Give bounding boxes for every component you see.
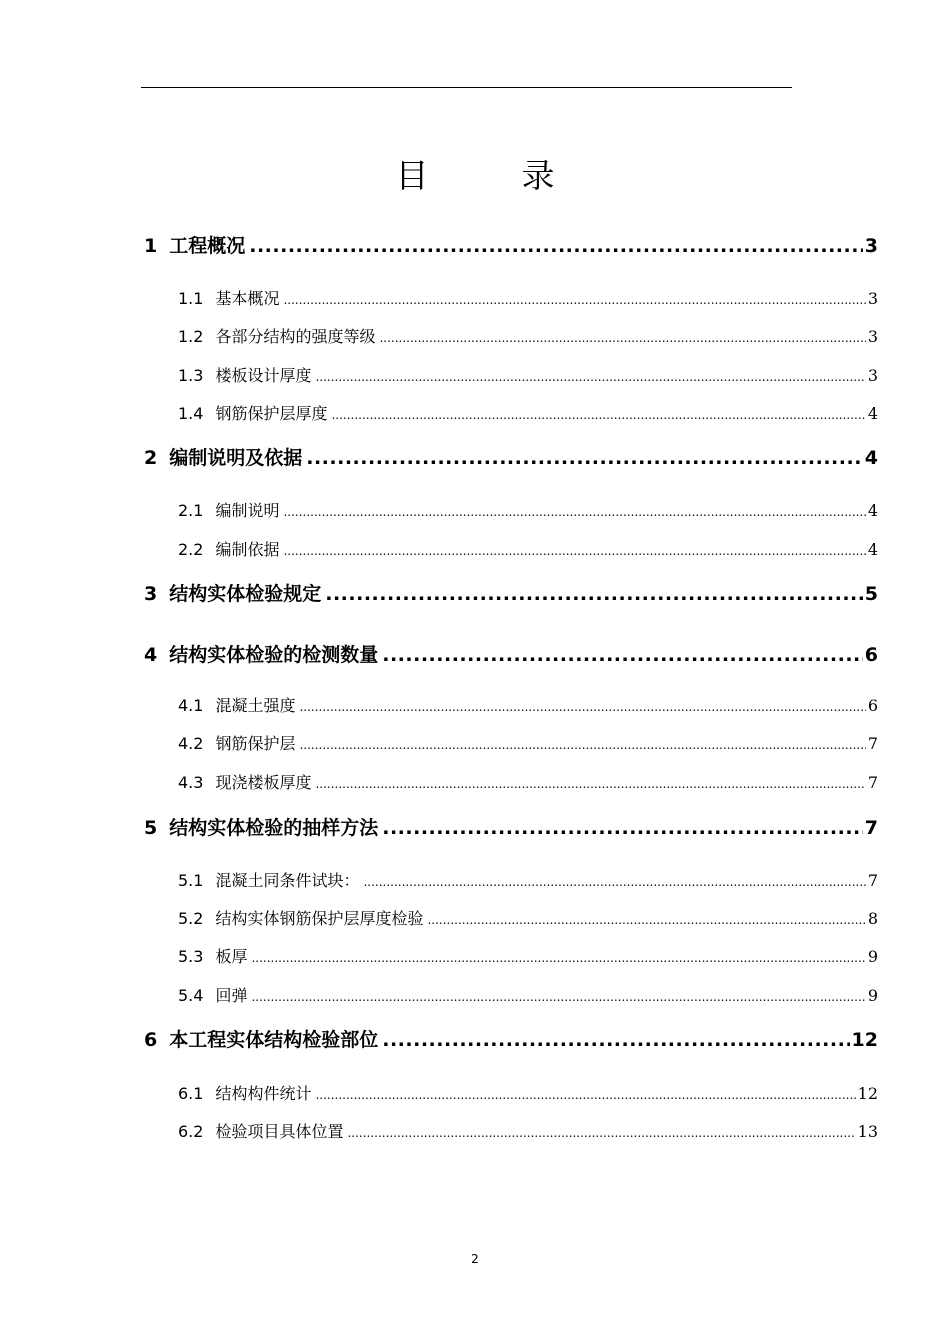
toc-entry-4-3[interactable] — [178, 771, 878, 796]
toc-entry-4-1[interactable] — [178, 694, 878, 719]
toc-entry-page: 3 — [867, 366, 878, 385]
toc-entry-label: 基本概况 — [215, 289, 280, 308]
toc-entry-number: 5 — [144, 817, 158, 839]
toc-entry-page: 12 — [857, 1084, 878, 1103]
toc-entry-1-2[interactable] — [178, 325, 878, 350]
dot-leader — [251, 984, 865, 1009]
toc-entry-page: 12 — [851, 1029, 878, 1051]
toc-entry-2-2[interactable] — [178, 538, 878, 563]
dot-leader — [283, 499, 865, 524]
toc-entry-label: 钢筋保护层厚度 — [215, 404, 328, 423]
toc-entry-label: 回弹 — [215, 986, 248, 1005]
toc-entry-label: 混凝土同条件试块： — [215, 871, 360, 890]
toc-entry-5[interactable] — [144, 814, 878, 842]
toc-entry-number: 2.2 — [178, 540, 204, 559]
toc-entry-page: 3 — [864, 235, 878, 257]
page-number: 2 — [471, 1252, 479, 1266]
toc-entry-label: 结构实体检验的检测数量 — [169, 644, 379, 666]
toc-entry-label: 检验项目具体位置 — [215, 1122, 344, 1141]
toc-entry-page: 5 — [864, 583, 878, 605]
toc-entry-label: 楼板设计厚度 — [215, 366, 312, 385]
toc-entry-1[interactable] — [144, 232, 878, 260]
toc-entry-label: 编制依据 — [215, 540, 280, 559]
toc-entry-number: 2.1 — [178, 501, 204, 520]
toc-entry-3[interactable] — [144, 580, 878, 608]
toc-entry-number: 1.1 — [178, 289, 204, 308]
toc-entry-2-1[interactable] — [178, 499, 878, 524]
dot-leader — [315, 364, 865, 389]
toc-entry-6[interactable] — [144, 1026, 878, 1054]
toc-entry-page: 7 — [867, 871, 878, 890]
toc-entry-number: 5.2 — [178, 909, 204, 928]
toc-title: 目 录 — [395, 156, 585, 195]
toc-entry-1-3[interactable] — [178, 364, 878, 389]
toc-entry-page: 7 — [867, 773, 878, 792]
toc-entry-label: 工程概况 — [169, 235, 246, 257]
toc-entry-page: 9 — [867, 947, 878, 966]
dot-leader — [331, 402, 865, 427]
toc-entry-6-1[interactable] — [178, 1082, 878, 1107]
toc-entry-number: 5.4 — [178, 986, 204, 1005]
toc-entry-page: 7 — [864, 817, 878, 839]
toc-entry-number: 6 — [144, 1029, 158, 1051]
toc-entry-label: 编制说明及依据 — [169, 447, 303, 469]
toc-entry-page: 6 — [867, 696, 878, 715]
toc-entry-5-4[interactable] — [178, 984, 878, 1009]
dot-leader — [382, 814, 863, 842]
toc-entry-number: 1.2 — [178, 327, 204, 346]
dot-leader — [249, 232, 863, 260]
toc-entry-number: 4 — [144, 644, 158, 666]
toc-entry-number: 1.4 — [178, 404, 204, 423]
dot-leader — [382, 1026, 849, 1054]
toc-entry-label: 各部分结构的强度等级 — [215, 327, 376, 346]
toc-entry-page: 9 — [867, 986, 878, 1005]
toc-entry-number: 5.1 — [178, 871, 204, 890]
toc-entry-1-1[interactable] — [178, 287, 878, 312]
dot-leader — [379, 325, 865, 350]
toc-entry-5-3[interactable] — [178, 945, 878, 970]
dot-leader — [283, 287, 865, 312]
toc-entry-number: 6.2 — [178, 1122, 204, 1141]
dot-leader — [315, 771, 865, 796]
toc-entry-page: 4 — [867, 404, 878, 423]
toc-entry-label: 板厚 — [215, 947, 248, 966]
toc-entry-5-1[interactable] — [178, 869, 878, 894]
dot-leader — [315, 1082, 855, 1107]
toc-entry-page: 3 — [867, 289, 878, 308]
toc-entry-6-2[interactable] — [178, 1120, 878, 1145]
dot-leader — [347, 1120, 855, 1145]
dot-leader — [325, 580, 863, 608]
toc-entry-page: 4 — [867, 501, 878, 520]
toc-entry-number: 4.2 — [178, 734, 204, 753]
toc-entry-2[interactable] — [144, 444, 878, 472]
toc-entry-label: 混凝土强度 — [215, 696, 296, 715]
toc-entry-page: 6 — [864, 644, 878, 666]
toc-entry-number: 1.3 — [178, 366, 204, 385]
toc-entry-number: 3 — [144, 583, 158, 605]
toc-entry-label: 结构构件统计 — [215, 1084, 312, 1103]
dot-leader — [283, 538, 865, 563]
toc-entry-page: 4 — [864, 447, 878, 469]
toc-entry-4[interactable] — [144, 641, 878, 669]
toc-entry-label: 结构实体检验规定 — [169, 583, 322, 605]
toc-entry-number: 1 — [144, 235, 158, 257]
toc-entry-page: 7 — [867, 734, 878, 753]
toc-entry-number: 4.1 — [178, 696, 204, 715]
dot-leader — [382, 641, 863, 669]
toc-entry-page: 3 — [867, 327, 878, 346]
toc-entry-1-4[interactable] — [178, 402, 878, 427]
toc-entry-page: 13 — [857, 1122, 878, 1141]
toc-entry-label: 结构实体钢筋保护层厚度检验 — [215, 909, 424, 928]
dot-leader — [306, 444, 863, 472]
dot-leader — [251, 945, 865, 970]
dot-leader — [299, 694, 865, 719]
dot-leader — [427, 907, 865, 932]
toc-entry-label: 本工程实体结构检验部位 — [169, 1029, 379, 1051]
toc-entry-page: 8 — [867, 909, 878, 928]
header-rule — [141, 87, 792, 88]
dot-leader — [363, 869, 865, 894]
toc-entry-number: 5.3 — [178, 947, 204, 966]
toc-entry-number: 4.3 — [178, 773, 204, 792]
toc-entry-label: 现浇楼板厚度 — [215, 773, 312, 792]
toc-entry-label: 编制说明 — [215, 501, 280, 520]
toc-entry-label: 结构实体检验的抽样方法 — [169, 817, 379, 839]
toc-entry-number: 6.1 — [178, 1084, 204, 1103]
toc-entry-5-2[interactable] — [178, 907, 878, 932]
toc-entry-4-2[interactable] — [178, 732, 878, 757]
toc-entry-page: 4 — [867, 540, 878, 559]
toc-entry-label: 钢筋保护层 — [215, 734, 296, 753]
toc-entry-number: 2 — [144, 447, 158, 469]
dot-leader — [299, 732, 865, 757]
